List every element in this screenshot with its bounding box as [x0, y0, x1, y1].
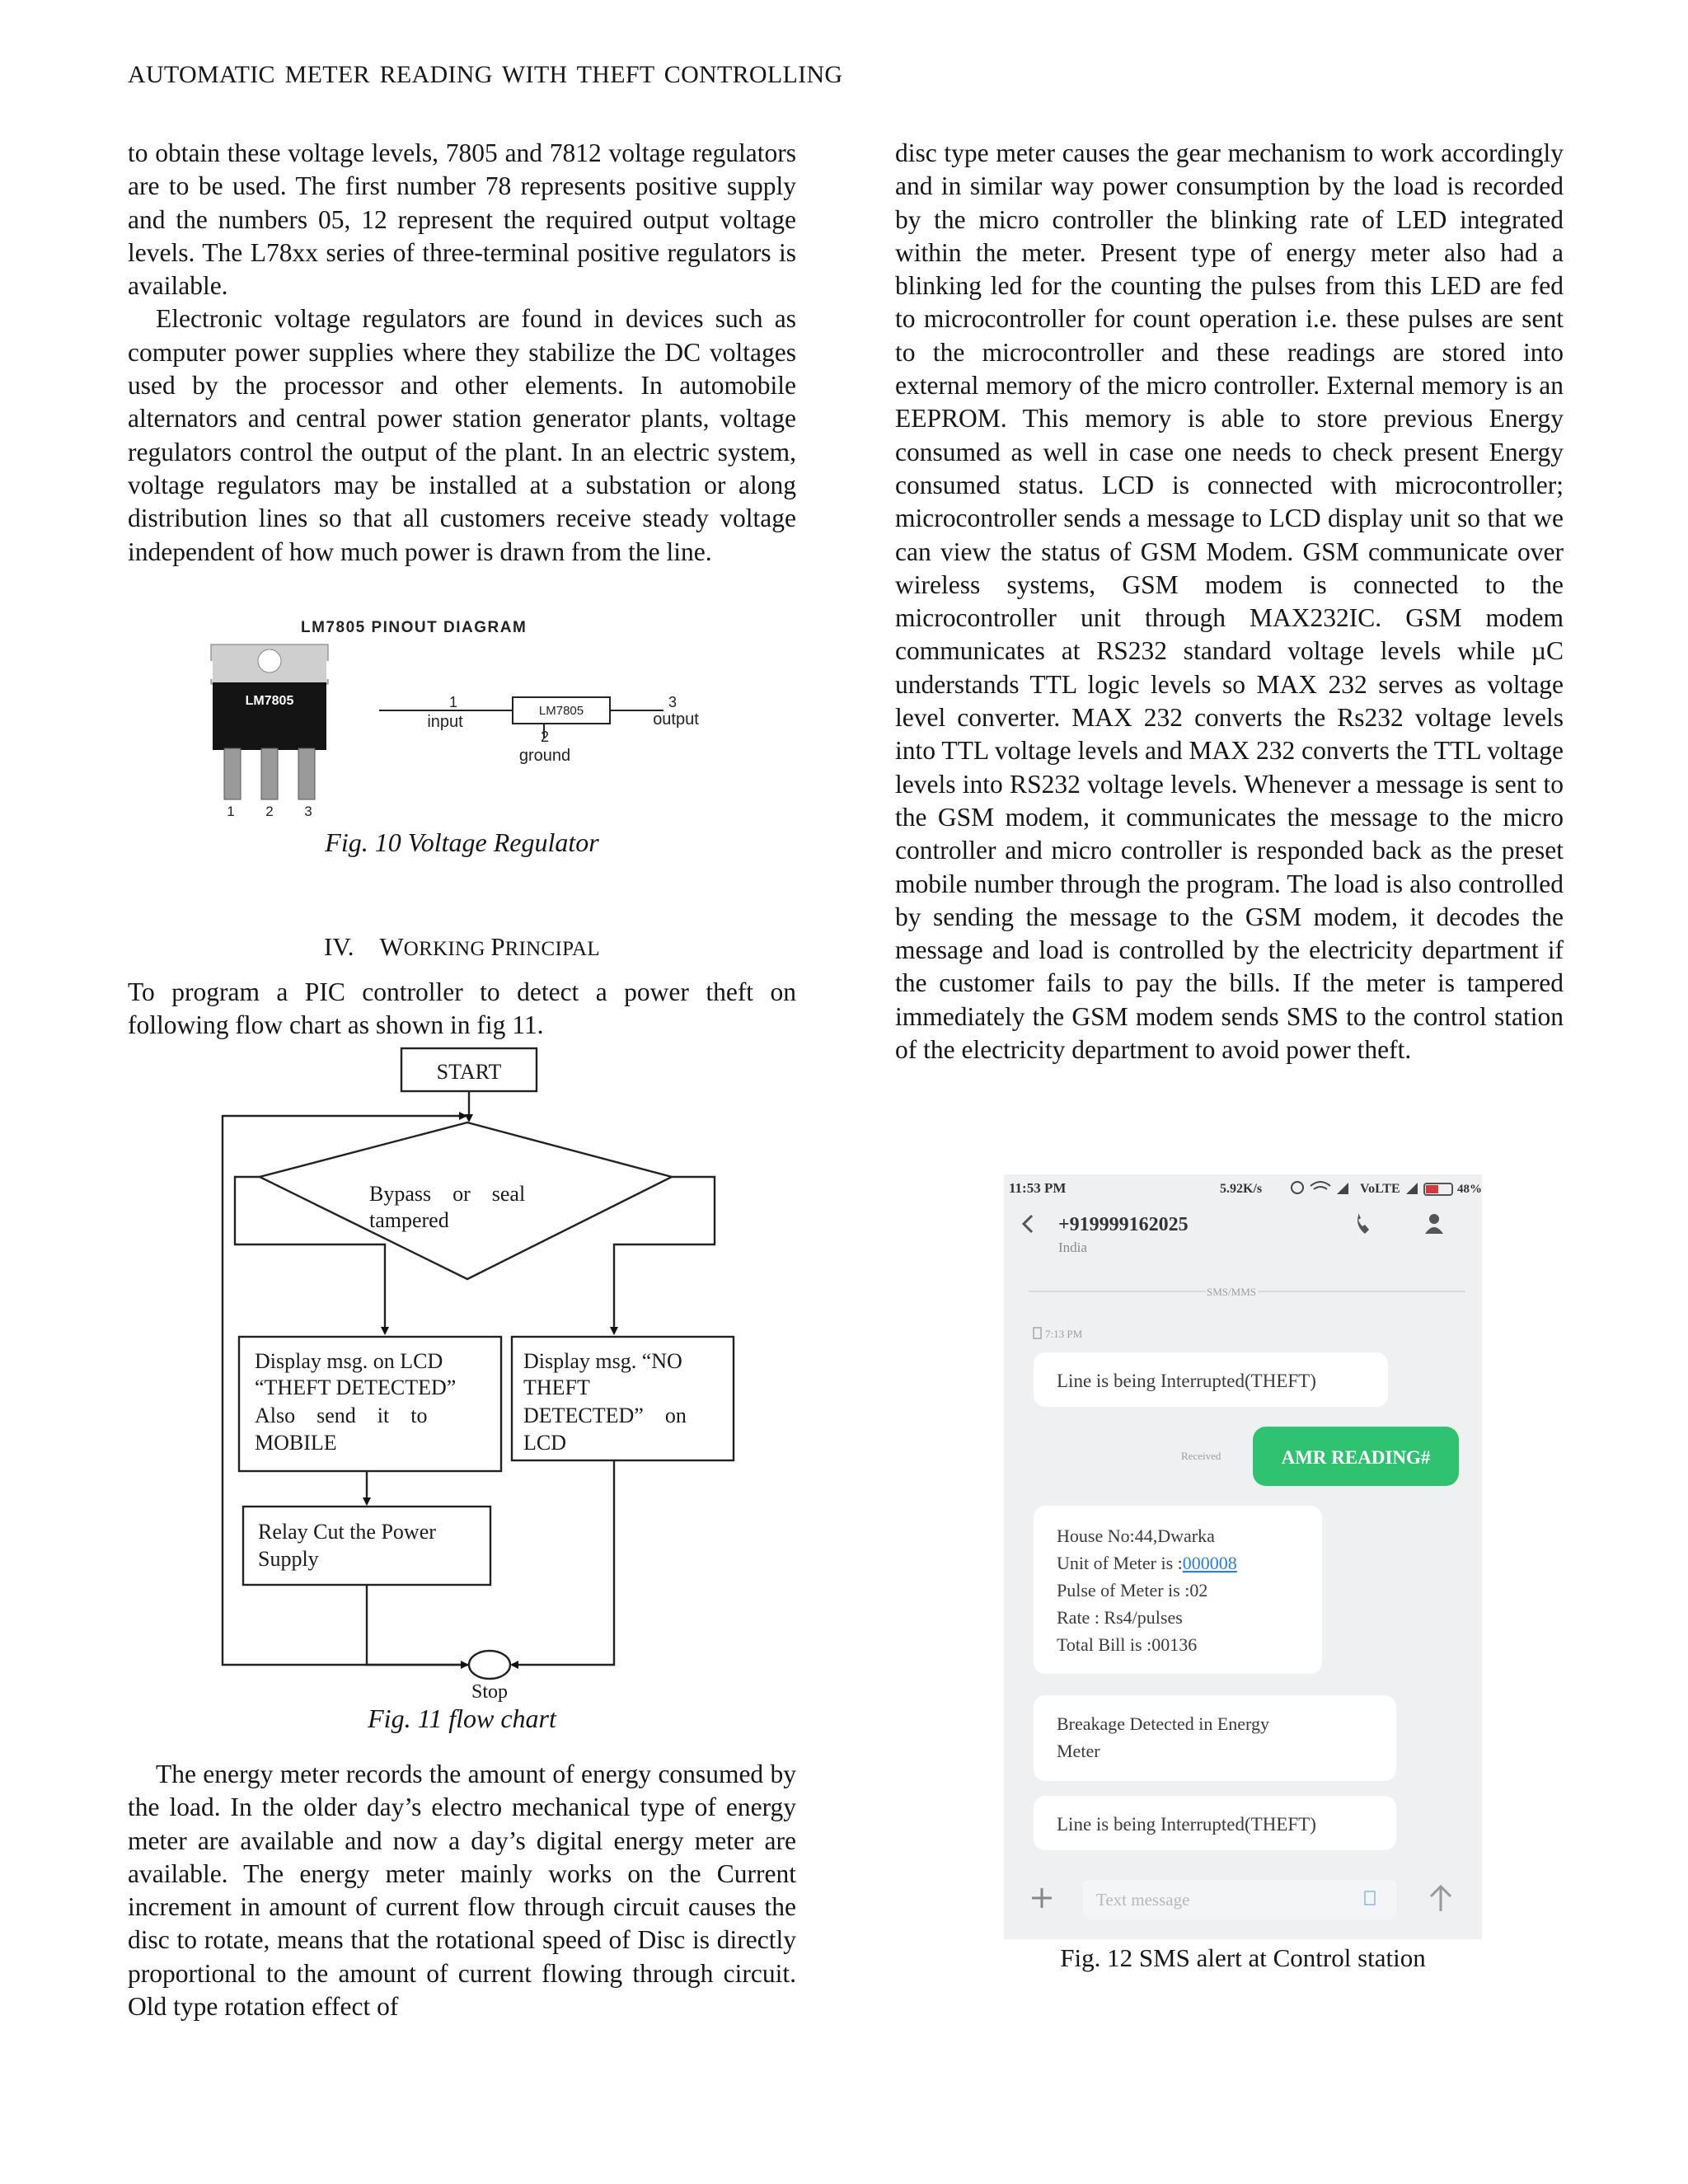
status-network-speed: 5.92K/s	[1220, 1182, 1263, 1196]
flow-start-label: START	[436, 1060, 502, 1084]
flow-no-theft-line-4: LCD	[523, 1431, 566, 1455]
section-heading	[128, 932, 796, 962]
flow-theft-line-3: Also send it to	[255, 1404, 428, 1427]
figure-12-caption: Fig. 12 SMS alert at Control station	[1060, 1943, 1426, 1972]
flow-decision-line-2: tampered	[369, 1208, 449, 1232]
sim-icon	[1034, 1328, 1041, 1338]
ground-pin-number: 2	[540, 729, 550, 745]
pin-number-1: 1	[227, 804, 235, 816]
running-head: AUTOMATIC METER READING WITH THEFT CONTROLLING	[128, 61, 843, 88]
flow-theft-line-4: MOBILE	[255, 1431, 337, 1455]
flow-no-branch-line	[614, 1177, 715, 1333]
section-title-p: P	[490, 932, 505, 961]
regulator-tab-notch-right	[326, 661, 333, 679]
regulator-leg-2	[261, 748, 278, 799]
received-message-1: Line is being Interrupted(THEFT)	[1057, 1371, 1316, 1391]
breakage-line-2: Meter	[1057, 1741, 1100, 1761]
flow-relay-line-2: Supply	[258, 1547, 319, 1571]
flow-no-theft-line-3: DETECTED” on	[523, 1404, 687, 1427]
pin-number-2: 2	[265, 804, 274, 816]
figure-12-sms-screenshot	[1004, 1174, 1482, 1939]
message-time: 7:13 PM	[1045, 1328, 1083, 1340]
chip-label: LM7805	[245, 694, 294, 708]
battery-level	[1426, 1185, 1438, 1193]
signal-icon-1	[1337, 1183, 1348, 1194]
contact-region: India	[1058, 1240, 1087, 1255]
flow-theft-line-2: “THEFT DETECTED”	[255, 1376, 457, 1399]
figure-10-caption: Fig. 10 Voltage Regulator	[325, 827, 599, 857]
phone-call-icon[interactable]	[1357, 1213, 1369, 1234]
contact-person-icon-head[interactable]	[1429, 1214, 1439, 1224]
sms-screen	[1004, 1174, 1482, 1939]
status-volte: VoLTE	[1360, 1182, 1400, 1196]
flow-relay-box	[243, 1507, 490, 1585]
schematic-chip-label: LM7805	[538, 704, 584, 718]
flow-no-theft-line-2: THEFT	[523, 1376, 590, 1399]
section-numeral: IV.	[324, 932, 354, 961]
output-pin-number: 3	[668, 694, 678, 710]
status-time: 11:53 PM	[1009, 1180, 1067, 1196]
reading-line-house: House No:44,Dwarka	[1057, 1526, 1215, 1546]
flow-relay-line-1: Relay Cut the Power	[258, 1520, 436, 1544]
figure-11-caption: Fig. 11 flow chart	[368, 1704, 556, 1733]
output-pin-label: output	[653, 710, 699, 729]
flow-no-theft-line-1: Display msg. “NO	[523, 1349, 682, 1373]
ground-pin-label: ground	[518, 747, 571, 765]
section-title-orking: ORKING	[403, 938, 491, 960]
back-chevron-icon[interactable]	[1024, 1216, 1032, 1232]
sent-message: AMR READING#	[1281, 1447, 1431, 1468]
figure-11	[210, 1047, 738, 1706]
contact-person-icon-body[interactable]	[1425, 1227, 1443, 1234]
signal-icon-2	[1406, 1183, 1418, 1194]
section-title-w: W	[379, 932, 404, 961]
status-battery: 48%	[1457, 1183, 1482, 1196]
flow-theft-line-1: Display msg. on LCD	[255, 1349, 443, 1373]
reading-line-pulse: Pulse of Meter is :02	[1057, 1580, 1208, 1601]
regulator-leg-3	[298, 748, 315, 799]
send-arrow-icon[interactable]	[1431, 1886, 1451, 1911]
pin-number-3: 3	[304, 804, 312, 816]
reading-line-total: Total Bill is :00136	[1057, 1634, 1198, 1655]
regulator-tab-notch-left	[206, 661, 213, 679]
wifi-icon	[1311, 1182, 1330, 1189]
compose-placeholder: Text message	[1096, 1890, 1190, 1910]
figure-10	[206, 610, 750, 816]
pinout-title: LM7805 PINOUT DIAGRAM	[301, 619, 528, 636]
contact-number[interactable]: +919999162025	[1058, 1214, 1189, 1235]
regulator-leg-1	[224, 748, 241, 799]
received-status-label: Received	[1181, 1450, 1221, 1462]
reading-line-rate: Rate : Rs4/pulses	[1057, 1607, 1183, 1628]
reading-line-unit	[1057, 1553, 1237, 1573]
status-settings-icon	[1292, 1182, 1303, 1193]
paragraph-energy-meter: The energy meter records the amount of energy consumed by the load. In the older day’s electro mechanical type of energy meter are available and now a day’s digital energy meter are available. The energy meter mainly works on the Current increment in amount of current flow through circuit causes the disc to rotate, means that the rotational speed of Disc is directly proportional to the amount of current flowing through circuit. Old type rotation effect of	[128, 1760, 796, 2022]
received-bubble-breakage[interactable]	[1034, 1695, 1396, 1781]
flow-relay-to-stop-line	[367, 1585, 467, 1665]
thread-label: SMS/MMS	[1207, 1286, 1256, 1298]
regulator-body	[213, 682, 326, 750]
paragraph-regulator-intro: to obtain these voltage levels, 7805 and 7812 voltage regulators are to be used. The first number 78 represents positive supply and the numbers 05, 12 represent the required output voltage levels. The L78xx series of three-terminal positive regulators is available.	[128, 138, 796, 301]
reading-unit-label: Unit of Meter is :	[1057, 1553, 1183, 1573]
flow-decision-line-1: Bypass or seal	[369, 1182, 526, 1206]
paragraph-meter-operation: disc type meter causes the gear mechanism to work accordingly and in similar way power consumption by the load is recorded by the micro controller the blinking rate of LED integrated within the meter. Present type of energy meter also had a blinking led for the counting the pulses from this LED are fed to microcontroller for count operation i.e. these pulses are sent to the microcontroller and these readings are stored into external memory of the micro controller. External memory is an EEPROM. This memory is able to store previous Energy consumed as well in case one needs to check present Energy consumed status. LCD is connected with microcontroller; microcontroller sends a message to LCD display unit so that we can view the status of GSM Modem. GSM communicate over wireless systems, GSM modem is connected to the microcontroller unit through MAX232IC. GSM modem communicates at RS232 standard voltage levels while µC understands TTL logic levels so MAX 232 serves as voltage level converter. MAX 232 converts the Rs232 voltage levels into TTL voltage levels and MAX 232 converts the TTL voltage levels into RS232 voltage levels. Whenever a message is sent to the GSM modem, it communicates the message to the micro controller and micro controller is responded back as the preset mobile number through the program. The load is also controlled by sending the message to the GSM modem, it decodes the message and load is controlled by the electricity department if the customer fails to pay the bills. If the meter is tampered immediately the GSM modem sends SMS to the control station of the electricity department to avoid power theft.	[895, 138, 1564, 1065]
input-pin-label: input	[427, 713, 463, 731]
reading-unit-value[interactable]: 000008	[1182, 1553, 1237, 1573]
left-column	[128, 137, 796, 569]
paragraph-flowchart-intro: To program a PIC controller to detect a power theft on following flow chart as shown in fig 11.	[128, 977, 796, 1040]
flow-stop-label: Stop	[471, 1681, 509, 1703]
paragraph-voltage-regulators: Electronic voltage regulators are found in devices such as computer power supplies where they stabilize the DC voltages used by the processor and other elements. In automobile alternators and central power station generator plants, voltage regulators control the output of the plant. In an electric system, voltage regulators may be installed at a substation or along distribution lines so that all customers receive steady voltage independent of how much power is drawn from the line.	[128, 304, 796, 566]
flow-no-theft-to-stop-line	[512, 1460, 614, 1665]
lm7805-pinout-diagram	[206, 610, 750, 816]
attach-plus-icon[interactable]	[1032, 1888, 1052, 1908]
regulator-mounting-hole	[258, 649, 281, 673]
input-pin-number: 1	[448, 694, 458, 710]
flow-chart	[210, 1047, 738, 1706]
section-title-rincipal: RINCIPAL	[504, 938, 600, 960]
flow-stop-oval	[469, 1651, 510, 1679]
received-message-4: Line is being Interrupted(THEFT)	[1057, 1814, 1316, 1835]
breakage-line-1: Breakage Detected in Energy	[1057, 1713, 1269, 1734]
